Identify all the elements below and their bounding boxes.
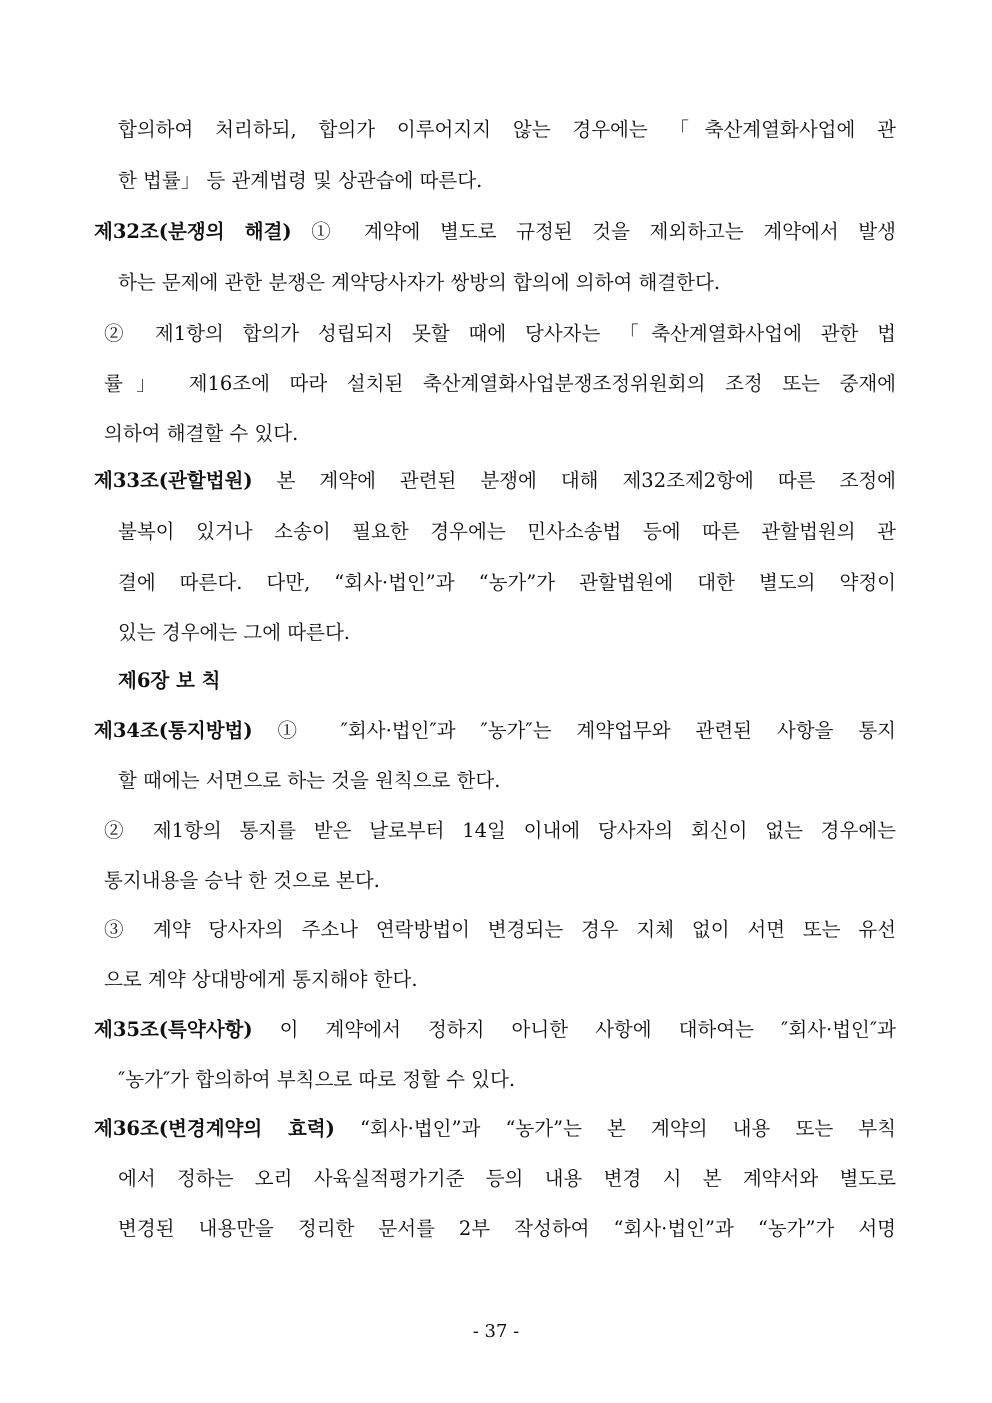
article-34-clause-3-line-1: ③ 계약 당사자의 주소나 연락방법이 변경되는 경우 지체 없이 서면 또는 유선 (104, 918, 896, 941)
article-35-heading-line (94, 1017, 896, 1043)
article-32-text: ① 계약에 별도로 규정된 것을 제외하고는 계약에서 발생 (291, 220, 896, 243)
article-34-clause-2-line-1: ② 제1항의 통지를 받은 날로부터 14일 이내에 당사자의 회신이 없는 경우에는 (104, 819, 896, 842)
article-33-line-4: 있는 경우에는 그에 따른다. (118, 621, 351, 644)
article-33-line-2: 불복이 있거나 소송이 필요한 경우에는 민사소송법 등에 따른 관할법원의 관 (118, 520, 896, 543)
article-32-clause-2-line-3: 의하여 해결할 수 있다. (104, 422, 299, 445)
page-number: - 37 - (472, 1321, 520, 1342)
article-34-clause-2-line-2: 통지내용을 승낙 한 것으로 본다. (104, 869, 380, 892)
article-34-title: 제34조(통지방법) (94, 719, 253, 742)
article-34-heading-line (94, 718, 896, 744)
article-32-clause-2-line-2: 률」 제16조에 따라 설치된 축산계열화사업분쟁조정위원회의 조정 또는 중재에 (104, 372, 896, 395)
article-35-text: 이 계약에서 정하지 아니한 사항에 대하여는 ″회사·법인″과 (252, 1018, 896, 1041)
chapter-6-heading: 제6장 보 칙 (118, 669, 221, 692)
article-36-title: 제36조(변경계약의 효력) (94, 1117, 335, 1140)
article-34-line-2: 할 때에는 서면으로 하는 것을 원칙으로 한다. (118, 769, 501, 792)
article-35-line-2: ″농가″가 합의하여 부칙으로 따로 정할 수 있다. (118, 1068, 516, 1091)
article-32-line-2: 하는 문제에 관한 분쟁은 계약당사자가 쌍방의 합의에 의하여 해결한다. (118, 271, 721, 294)
article-36-heading-line (94, 1116, 896, 1142)
article-33-title: 제33조(관할법원) (94, 469, 253, 492)
article-36-line-3: 변경된 내용만을 정리한 문서를 2부 작성하여 “회사·법인”과 “농가”가 서명 (118, 1217, 896, 1240)
article-33-line-3: 결에 따른다. 다만, “회사·법인”과 “농가”가 관할법원에 대한 별도의 약정이 (118, 571, 896, 594)
article-35-title: 제35조(특약사항) (94, 1018, 253, 1041)
article-36-text: “회사·법인”과 “농가”는 본 계약의 내용 또는 부칙 (334, 1117, 896, 1140)
article-31-continued-line-1: 합의하여 처리하되, 합의가 이루어지지 않는 경우에는 「축산계열화사업에 관 (118, 118, 896, 141)
article-33-heading-line (94, 468, 896, 494)
article-34-text: ① ″회사·법인″과 ″농가″는 계약업무와 관련된 사항을 통지 (252, 719, 896, 742)
article-32-heading-line (94, 219, 896, 245)
article-32-title: 제32조(분쟁의 해결) (94, 220, 292, 243)
article-32-clause-2-line-1: ② 제1항의 합의가 성립되지 못할 때에 당사자는 「축산계열화사업에 관한 법 (104, 322, 896, 345)
article-34-clause-3-line-2: 으로 계약 상대방에게 통지해야 한다. (104, 968, 418, 991)
article-33-text: 본 계약에 관련된 분쟁에 대해 제32조제2항에 따른 조정에 (252, 469, 896, 492)
article-36-line-2: 에서 정하는 오리 사육실적평가기준 등의 내용 변경 시 본 계약서와 별도로 (118, 1167, 896, 1190)
article-31-continued-line-2: 한 법률」 등 관계법령 및 상관습에 따른다. (118, 169, 483, 192)
